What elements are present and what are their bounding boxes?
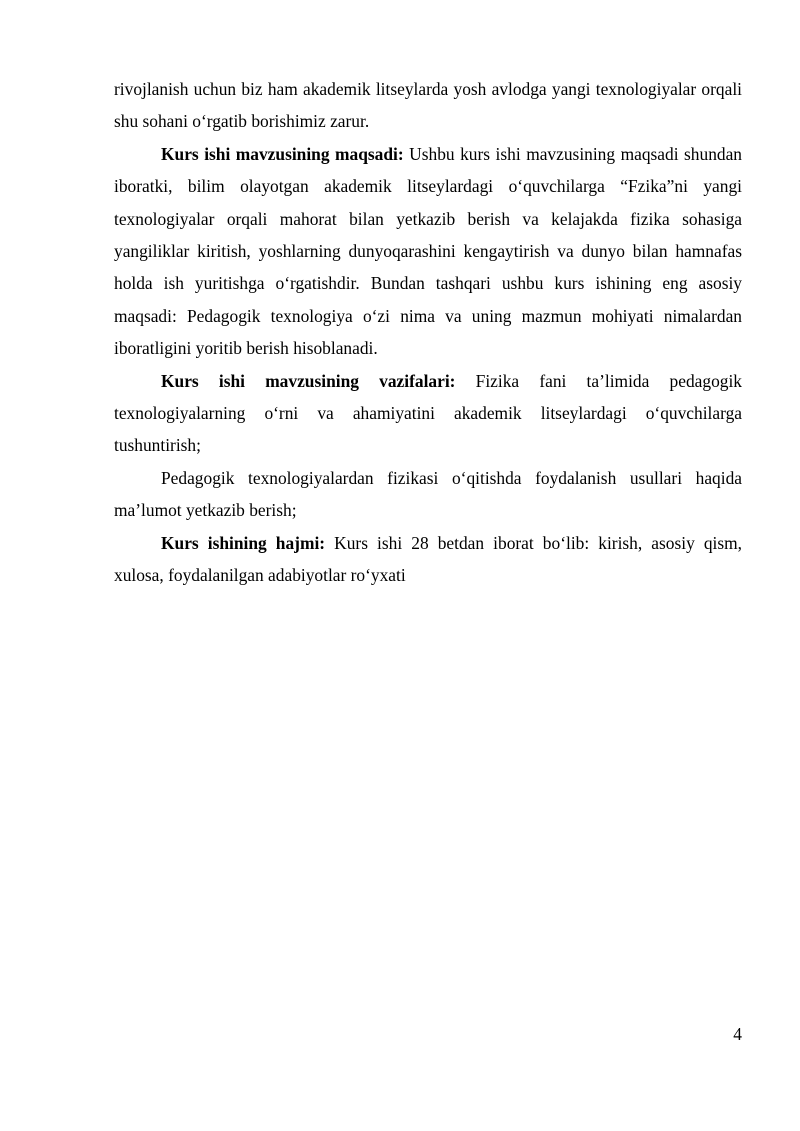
paragraph-task-item [114, 462, 742, 527]
paragraph-continuation [114, 73, 742, 138]
paragraph-text: Fizika fani ta’limida pedagogik texnologiyalarning o‘rni va ahamiyatini akademik litseylardagi o‘quvchilarga tushuntirish; [114, 370, 742, 456]
paragraph-volume [114, 527, 742, 592]
document-body [114, 73, 742, 592]
paragraph-heading-volume: Kurs ishining hajmi: [161, 532, 326, 553]
paragraph-tasks [114, 365, 742, 462]
page-number: 4 [733, 1024, 742, 1044]
paragraph-text: Ushbu kurs ishi mavzusining maqsadi shundan iboratki, bilim olayotgan akademik litseylardagi o‘quvchilarga “Fzika”ni yangi texnologiyalar orqali mahorat bilan yetkazib berish va kelajakda fizika sohasiga yangiliklar kiritish, yoshlarning dunyoqarashini kengaytirish va dunyo bilan hamnafas holda ish yuritishga o‘rgatishdir. Bundan tashqari ushbu kurs ishining eng asosiy maqsadi: Pedagogik texnologiya o‘zi nima va uning mazmun mohiyati nimalardan iboratligini yoritib berish hisoblanadi. [114, 143, 742, 359]
paragraph-goal [114, 138, 742, 365]
paragraph-text: rivojlanish uchun biz ham akademik litseylarda yosh avlodga yangi texnologiyalar orqali shu sohani o‘rgatib borishimiz zarur. [114, 79, 742, 132]
paragraph-heading-goal: Kurs ishi mavzusining maqsadi: [161, 143, 404, 164]
paragraph-text: Kurs ishi 28 betdan iborat bo‘lib: kirish, asosiy qism, xulosa, foydalanilgan adabiyotlar ro‘yxati [114, 532, 743, 586]
paragraph-heading-tasks: Kurs ishi mavzusining vazifalari: [161, 370, 456, 391]
paragraph-text: Pedagogik texnologiyalardan fizikasi o‘qitishda foydalanish usullari haqida ma’lumot yetkazib berish; [114, 467, 742, 521]
